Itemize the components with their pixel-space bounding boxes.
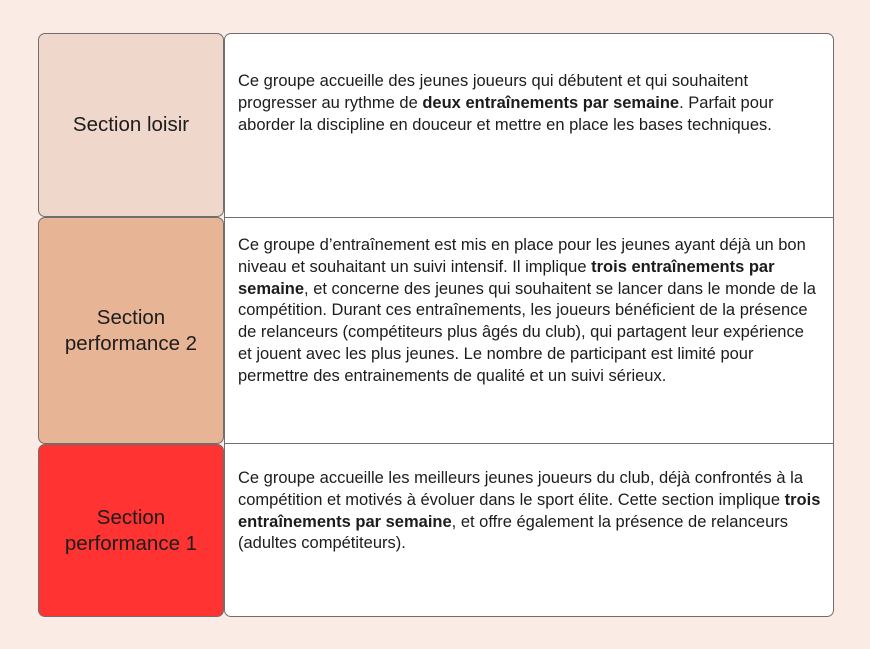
text-segment: Ce groupe accueille des jeunes joueurs qui débutent et qui souhaitent progresser au rythme de: [238, 72, 749, 112]
text-segment: Ce groupe d’entraînement est mis en place pour les jeunes ayant déjà un bon niveau et souhaitant un suivi intensif. Il implique: [238, 236, 806, 276]
bold-text-segment: trois entraînements par semaine: [238, 257, 775, 298]
text-segment: , et concerne des jeunes qui souhaitent se lancer dans le monde de la compétition. Durant ces entraînements, les joueurs bénéficient de la présence de relanceurs (compétiteurs plus âgés du club), qui partagent leur expérience et jouent avec les plus jeunes. Le nombre de participant est limité pour permettre des entrainements de qualité et un suivi sérieux.: [238, 279, 816, 385]
section-label-performance-2: Section performance 2: [38, 217, 224, 444]
section-description-performance-1: [225, 468, 833, 555]
section-label-loisir: Section loisir: [38, 33, 224, 217]
section-description-performance-2: [225, 235, 833, 388]
text-segment: . Parfait pour aborder la discipline en douceur et mettre en place les bases techniques.: [238, 93, 774, 134]
row-divider: [225, 217, 833, 218]
section-description-loisir: [225, 71, 833, 136]
description-panel: [224, 33, 834, 617]
text-segment: , et offre également la présence de relanceurs (adultes compétiteurs).: [238, 512, 788, 553]
section-label-performance-1: Section performance 1: [38, 444, 224, 617]
row-divider: [225, 443, 833, 444]
bold-text-segment: deux entraînements par semaine: [422, 93, 680, 112]
bold-text-segment: trois entraînements par semaine: [238, 490, 821, 531]
text-segment: Ce groupe accueille les meilleurs jeunes joueurs du club, déjà confrontés à la compétition et motivés à évoluer dans le sport élite. Cette section implique: [238, 469, 803, 509]
